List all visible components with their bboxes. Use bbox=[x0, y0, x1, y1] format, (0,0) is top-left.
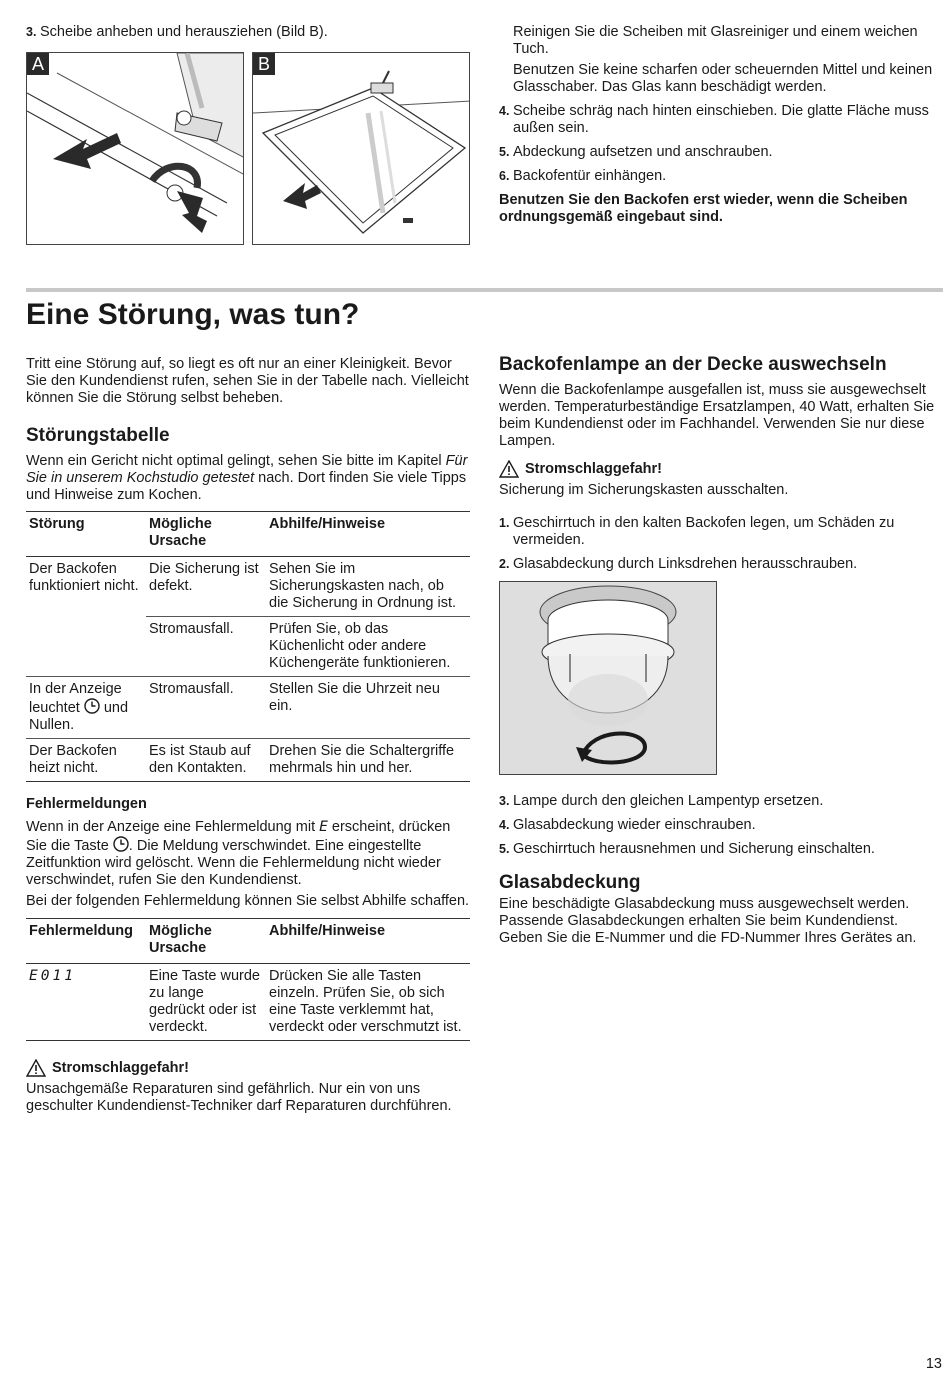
step-text: Scheibe schräg nach hinten einschieben. Die glatte Fläche muss außen sein. bbox=[513, 103, 929, 136]
table-cell: In der Anzeige leuchtet und Nullen. bbox=[26, 677, 146, 739]
stoerung-table bbox=[26, 511, 470, 782]
figure-b bbox=[252, 52, 470, 245]
step-text: Geschirrtuch herausnehmen und Sicherung einschalten. bbox=[513, 841, 875, 857]
glasabdeckung-text: Eine beschädigte Glasabdeckung muss ausgewechselt werden. Passende Glasabdeckungen erhalten Sie beim Kundendienst. Geben Sie die E-Nummer und die FD-Nummer Ihres Gerätes an. bbox=[499, 896, 917, 946]
lamp-steps-list-b bbox=[499, 793, 943, 858]
left-column bbox=[26, 356, 470, 1119]
repair-warning-text: Unsachgemäße Reparaturen sind gefährlich. Nur ein von uns geschulter Kundendienst-Techniker darf Reparaturen durchführen. bbox=[26, 1081, 452, 1114]
step-text: Abdeckung aufsetzen und anschrauben. bbox=[513, 144, 773, 160]
table-cell: Sehen Sie im Sicherungskasten nach, ob die Sicherung in Ordnung ist. bbox=[266, 557, 470, 617]
step-number: 2. bbox=[499, 557, 510, 571]
step-text: Backofentür einhängen. bbox=[513, 168, 667, 184]
column-header: Störung bbox=[26, 512, 146, 557]
step-item bbox=[499, 168, 939, 185]
figure-a-illustration bbox=[27, 53, 244, 245]
glasabdeckung-heading: Glasabdeckung bbox=[499, 872, 641, 893]
column-header: Mögliche Ursache bbox=[146, 919, 266, 964]
step-number: 5. bbox=[499, 842, 510, 856]
table-cell: Der Backofen funktioniert nicht. bbox=[26, 557, 146, 677]
table-row bbox=[26, 739, 470, 782]
step-text: Geschirrtuch in den kalten Backofen legen, um Schäden zu vermeiden. bbox=[513, 515, 895, 548]
reinstall-warning: Benutzen Sie den Backofen erst wieder, wenn die Scheiben ordnungsgemäß eingebaut sind. bbox=[499, 192, 908, 225]
table-header-row bbox=[26, 919, 470, 964]
step-text: Glasabdeckung durch Linksdrehen herausschrauben. bbox=[513, 556, 858, 572]
fehler-paragraph-2: Bei der folgenden Fehlermeldung können Sie selbst Abhilfe schaffen. bbox=[26, 893, 470, 909]
step-number: 6. bbox=[499, 169, 510, 183]
clean-paragraph-2: Benutzen Sie keine scharfen oder scheuernden Mittel und keinen Glasschaber. Das Glas kann beschädigt werden. bbox=[513, 62, 933, 95]
lamp-intro: Wenn die Backofenlampe ausgefallen ist, muss sie ausgewechselt werden. Temperaturbeständige Ersatzlampen, 40 Watt, erhalten Sie beim Kundendienst oder im Fachhandel. Verwenden Sie nur diese Lampen. bbox=[499, 382, 935, 449]
electric-shock-warning: Stromschlaggefahr! bbox=[499, 460, 943, 478]
warning-icon bbox=[26, 1059, 46, 1077]
column-header: Mögliche Ursache bbox=[146, 512, 266, 557]
step-item bbox=[499, 556, 943, 573]
step-number: 1. bbox=[499, 516, 510, 530]
step-number: 5. bbox=[499, 145, 510, 159]
table-row bbox=[26, 677, 470, 739]
step-number: 4. bbox=[499, 104, 510, 118]
step-text: Glasabdeckung wieder einschrauben. bbox=[513, 817, 756, 833]
step-item bbox=[499, 793, 943, 810]
error-code: E011 bbox=[26, 964, 146, 1041]
table-row bbox=[26, 557, 470, 617]
figure-a bbox=[26, 52, 244, 245]
table-cell: Drehen Sie die Schaltergriffe mehrmals hin und her. bbox=[266, 739, 470, 782]
electric-shock-warning: Stromschlaggefahr! bbox=[26, 1059, 470, 1077]
stoerungstabelle-heading: Störungstabelle bbox=[26, 425, 170, 446]
step-3: 3. Scheibe anheben und herausziehen (Bild B). bbox=[26, 24, 328, 40]
top-right-column bbox=[499, 24, 939, 230]
step-item bbox=[499, 841, 943, 858]
table-cell: Die Sicherung ist defekt. bbox=[146, 557, 266, 617]
section-divider bbox=[26, 288, 943, 292]
column-header: Abhilfe/Hinweise bbox=[266, 512, 470, 557]
figure-a-label: A bbox=[27, 53, 49, 75]
step-text: Lampe durch den gleichen Lampentyp ersetzen. bbox=[513, 793, 824, 809]
table-cell: Stromausfall. bbox=[146, 677, 266, 739]
column-header: Abhilfe/Hinweise bbox=[266, 919, 470, 964]
table-cell: Stromausfall. bbox=[146, 617, 266, 677]
lamp-heading: Backofenlampe an der Decke auswechseln bbox=[499, 354, 887, 375]
table-cell: Prüfen Sie, ob das Küchenlicht oder andere Küchengeräte funktionieren. bbox=[266, 617, 470, 677]
lamp-steps-list-a bbox=[499, 515, 943, 573]
page-number: 13 bbox=[925, 1356, 942, 1372]
figure-b-label: B bbox=[253, 53, 275, 75]
table-cell: Stellen Sie die Uhrzeit neu ein. bbox=[266, 677, 470, 739]
table-cell: Eine Taste wurde zu lange gedrückt oder ist verdeckt. bbox=[146, 964, 266, 1041]
error-e-symbol: E bbox=[319, 819, 328, 835]
clean-paragraph-1: Reinigen Sie die Scheiben mit Glasreiniger und einem weichen Tuch. bbox=[513, 24, 918, 57]
lamp-figure bbox=[499, 581, 717, 775]
table-cell: Drücken Sie alle Tasten einzeln. Prüfen Sie, ob sich eine Taste verklemmt hat, verdeckt oder verschmutzt ist. bbox=[266, 964, 470, 1041]
top-steps-list bbox=[499, 103, 939, 185]
step-item bbox=[499, 144, 939, 161]
column-header: Fehlermeldung bbox=[26, 919, 146, 964]
page-title: Eine Störung, was tun? bbox=[26, 298, 360, 331]
step-number: 3. bbox=[499, 794, 510, 808]
fehlermeldung-table bbox=[26, 918, 470, 1041]
fehler-paragraph-1: Wenn in der Anzeige eine Fehlermeldung mit E erscheint, drücken Sie die Taste . Die Meldung verschwindet. Eine eingestellte Zeitfunktion wird gelöscht. Wenn die Fehlermeldung nicht wieder verschwindet, rufen Sie den Kundendienst. bbox=[26, 819, 451, 888]
table-cell: Der Backofen heizt nicht. bbox=[26, 739, 146, 782]
table-row bbox=[26, 964, 470, 1041]
table-cell: Es ist Staub auf den Kontakten. bbox=[146, 739, 266, 782]
clock-icon bbox=[113, 836, 129, 852]
fuse-warning-text: Sicherung im Sicherungskasten ausschalten. bbox=[499, 482, 789, 498]
table-header-row bbox=[26, 512, 470, 557]
table-intro: Wenn ein Gericht nicht optimal gelingt, sehen Sie bitte im Kapitel Für Sie in unserem Kochstudio getestet nach. Dort finden Sie viele Tipps und Hinweise zum Kochen. bbox=[26, 453, 468, 503]
step-number: 4. bbox=[499, 818, 510, 832]
right-column bbox=[499, 354, 943, 951]
step-item bbox=[499, 817, 943, 834]
warning-icon bbox=[499, 460, 519, 478]
figure-b-illustration bbox=[253, 53, 470, 245]
fehlermeldungen-heading: Fehlermeldungen bbox=[26, 796, 147, 812]
step-item bbox=[499, 515, 943, 549]
step-item bbox=[499, 103, 939, 137]
intro-paragraph: Tritt eine Störung auf, so liegt es oft nur an einer Kleinigkeit. Bevor Sie den Kundendienst rufen, sehen Sie in der Tabelle nach. Vielleicht können Sie die Störung selbst beheben. bbox=[26, 356, 469, 406]
clock-icon bbox=[84, 698, 100, 714]
lamp-illustration bbox=[500, 582, 717, 775]
